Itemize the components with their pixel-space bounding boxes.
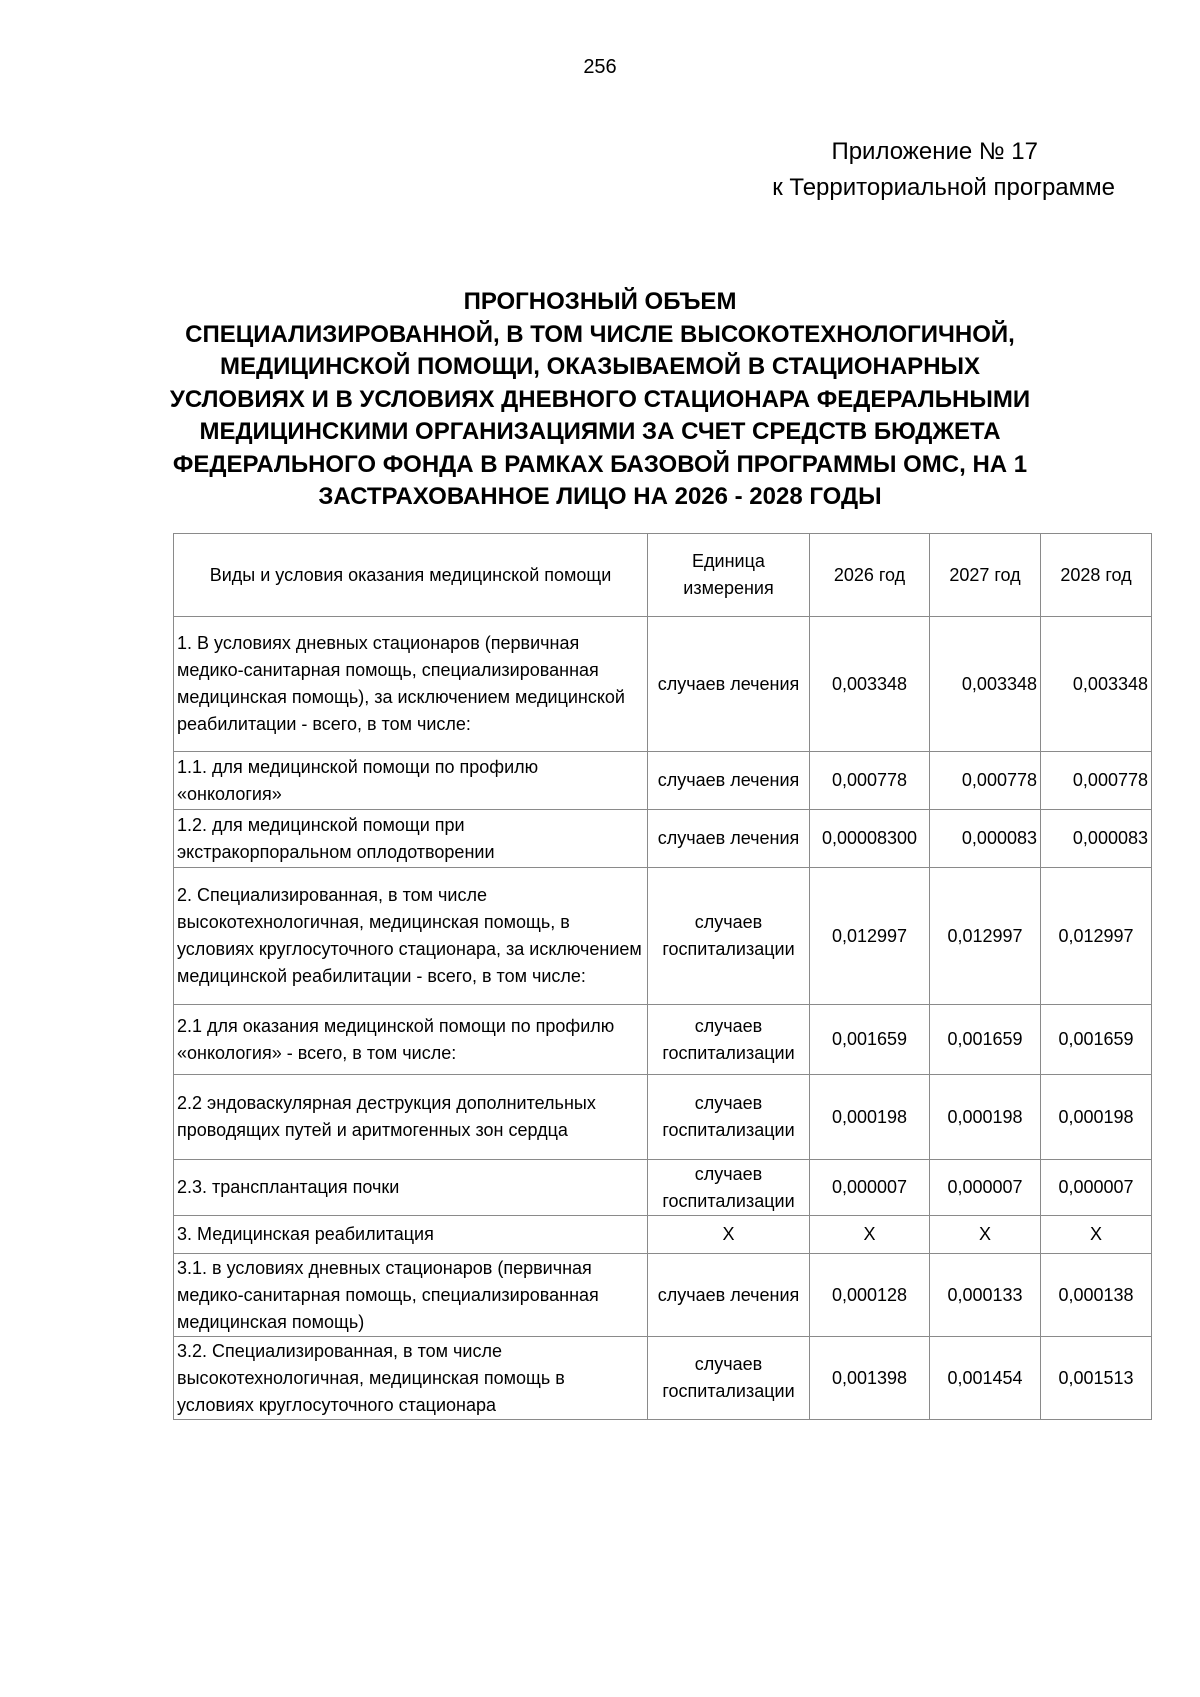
- row-unit: случаев госпитализации: [648, 1337, 810, 1420]
- header-unit: Единица измерения: [648, 534, 810, 617]
- table-row: [174, 868, 1152, 1005]
- appendix-number: Приложение № 17: [831, 138, 1038, 165]
- row-description: 1.2. для медицинской помощи при экстракорпоральном оплодотворении: [174, 810, 648, 868]
- table-row: [174, 752, 1152, 810]
- value-2027: 0,001659: [930, 1005, 1041, 1075]
- value-2028: 0,000007: [1041, 1160, 1152, 1216]
- table-header-row: [174, 534, 1152, 617]
- value-2026: 0,001659: [810, 1005, 930, 1075]
- title-line: ФЕДЕРАЛЬНОГО ФОНДА В РАМКАХ БАЗОВОЙ ПРОГРАММЫ ОМС, НА 1: [172, 450, 1028, 478]
- value-2026: 0,000778: [810, 752, 930, 810]
- appendix-header: [515, 134, 1115, 206]
- row-description: 2.2 эндоваскулярная деструкция дополнительных проводящих путей и аритмогенных зон сердца: [174, 1075, 648, 1160]
- table-row: [174, 1216, 1152, 1254]
- value-2027: 0,001454: [930, 1337, 1041, 1420]
- value-2026: 0,001398: [810, 1337, 930, 1420]
- value-2028: 0,001513: [1041, 1337, 1152, 1420]
- value-2026: 0,012997: [810, 868, 930, 1005]
- table-row: [174, 1075, 1152, 1160]
- value-2028: 0,000198: [1041, 1075, 1152, 1160]
- volume-table: [173, 533, 1152, 1420]
- title-line: ЗАСТРАХОВАННОЕ ЛИЦО НА 2026 - 2028 ГОДЫ: [318, 483, 882, 510]
- table-row: [174, 1337, 1152, 1420]
- row-description: 2.1 для оказания медицинской помощи по профилю «онкология» - всего, в том числе:: [174, 1005, 648, 1075]
- value-2026: 0,000128: [810, 1254, 930, 1337]
- table-row: [174, 1005, 1152, 1075]
- title-line: УСЛОВИЯХ И В УСЛОВИЯХ ДНЕВНОГО СТАЦИОНАРА ФЕДЕРАЛЬНЫМИ: [169, 385, 1031, 413]
- value-2027: 0,012997: [930, 868, 1041, 1005]
- title-line: МЕДИЦИНСКОЙ ПОМОЩИ, ОКАЗЫВАЕМОЙ В СТАЦИОНАРНЫХ: [219, 353, 981, 380]
- table-row: [174, 1160, 1152, 1216]
- value-2027: 0,003348: [930, 617, 1041, 752]
- value-2028: 0,012997: [1041, 868, 1152, 1005]
- appendix-reference: к Территориальной программе: [772, 174, 1115, 201]
- document-title: [150, 286, 1050, 514]
- row-description: 1. В условиях дневных стационаров (первичная медико-санитарная помощь, специализированная медицинская помощь), за исключением медицинской реабилитации - всего, в том числе:: [174, 617, 648, 752]
- row-unit: случаев госпитализации: [648, 1160, 810, 1216]
- row-unit: случаев госпитализации: [648, 1075, 810, 1160]
- page-number: 256: [583, 56, 617, 78]
- row-unit: случаев госпитализации: [648, 1005, 810, 1075]
- title-line: МЕДИЦИНСКИМИ ОРГАНИЗАЦИЯМИ ЗА СЧЕТ СРЕДСТВ БЮДЖЕТА: [199, 418, 1001, 445]
- value-2027: 0,000198: [930, 1075, 1041, 1160]
- row-description: 1.1. для медицинской помощи по профилю «онкология»: [174, 752, 648, 810]
- title-line: СПЕЦИАЛИЗИРОВАННОЙ, В ТОМ ЧИСЛЕ ВЫСОКОТЕХНОЛОГИЧНОЙ,: [185, 320, 1015, 348]
- row-unit: случаев лечения: [648, 1254, 810, 1337]
- value-2028: 0,000083: [1041, 810, 1152, 868]
- value-2027: X: [930, 1216, 1041, 1254]
- value-2028: 0,000778: [1041, 752, 1152, 810]
- row-unit: случаев лечения: [648, 752, 810, 810]
- value-2026: 0,00008300: [810, 810, 930, 868]
- header-2028: 2028 год: [1041, 534, 1152, 617]
- value-2027: 0,000778: [930, 752, 1041, 810]
- value-2026: X: [810, 1216, 930, 1254]
- value-2028: 0,000138: [1041, 1254, 1152, 1337]
- row-description: 3.2. Специализированная, в том числе высокотехнологичная, медицинская помощь в условиях круглосуточного стационара: [174, 1337, 648, 1420]
- value-2026: 0,003348: [810, 617, 930, 752]
- value-2028: 0,001659: [1041, 1005, 1152, 1075]
- value-2028: 0,003348: [1041, 617, 1152, 752]
- row-description: 3. Медицинская реабилитация: [174, 1216, 648, 1254]
- row-unit: случаев лечения: [648, 810, 810, 868]
- table-row: [174, 617, 1152, 752]
- table-row: [174, 1254, 1152, 1337]
- value-2026: 0,000198: [810, 1075, 930, 1160]
- table-row: [174, 810, 1152, 868]
- header-2026: 2026 год: [810, 534, 930, 617]
- value-2027: 0,000007: [930, 1160, 1041, 1216]
- title-line: ПРОГНОЗНЫЙ ОБЪЕМ: [463, 288, 737, 315]
- header-care-type: Виды и условия оказания медицинской помощи: [174, 534, 648, 617]
- value-2027: 0,000083: [930, 810, 1041, 868]
- value-2027: 0,000133: [930, 1254, 1041, 1337]
- value-2028: X: [1041, 1216, 1152, 1254]
- header-2027: 2027 год: [930, 534, 1041, 617]
- row-unit: случаев лечения: [648, 617, 810, 752]
- value-2026: 0,000007: [810, 1160, 930, 1216]
- row-description: 2.3. трансплантация почки: [174, 1160, 648, 1216]
- row-description: 3.1. в условиях дневных стационаров (первичная медико-санитарная помощь, специализированная медицинская помощь): [174, 1254, 648, 1337]
- row-unit: случаев госпитализации: [648, 868, 810, 1005]
- row-description: 2. Специализированная, в том числе высокотехнологичная, медицинская помощь, в условиях круглосуточного стационара, за исключением медицинской реабилитации - всего, в том числе:: [174, 868, 648, 1005]
- row-unit: X: [648, 1216, 810, 1254]
